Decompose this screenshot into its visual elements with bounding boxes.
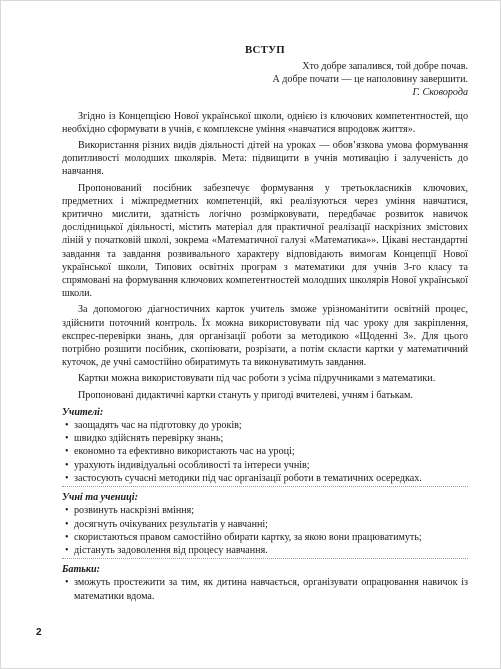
list-item: • швидко здійснять перевірку знань; xyxy=(62,432,468,445)
list-item: • заощадять час на підготовку до уроків; xyxy=(62,419,468,432)
epigraph-author: Г. Сковорода xyxy=(412,87,468,99)
paragraph: Картки можна використовувати під час роботи з усіма підручниками з математики. xyxy=(78,373,436,385)
paragraph: Згідно із Концепцією Нової української школи, однією із ключових компетентностей, що необхідно сформувати в учнів, є комплексне уміння «навчатися впродовж життя». xyxy=(62,110,468,135)
page-title: ВСТУП xyxy=(244,44,286,56)
list-item: • скористаються правом самостійно обирати картку, за якою вони працюватимуть; xyxy=(62,531,468,544)
document-body xyxy=(62,44,468,603)
divider xyxy=(62,558,468,559)
students-list xyxy=(62,504,468,557)
paragraph: За допомогою діагностичних карток учитель зможе урізноманітити освітній процес, здійснити поточний контроль. Їх можна використовувати під час уроку для закріплення, експрес-перевірки знань, для організації роботи за методикою «Щоденні 3». Для цього потрібно розшити посібник, скопіювати, розрізати, а потім скласти картки у математичний куточок, де учні самостійно обиратимуть та виконуватимуть завдання. xyxy=(62,304,468,369)
list-item: • застосують сучасні методики під час організації роботи в тематичних осередках. xyxy=(62,472,468,485)
teachers-list xyxy=(62,419,468,485)
list-item: • економно та ефективно використають час на уроці; xyxy=(62,445,468,458)
paragraph: Пропоновані дидактичні картки стануть у пригоді вчителеві, учням і батькам. xyxy=(78,389,413,401)
paragraph: Пропонований посібник забезпечує формування у третьокласників ключових, предметних і міжпредметних компетенцій, які реалізуються через уміння навчатися, критично мислити, здатність логічно розмірковувати, передбачає розвиток навичок дослідницької діяльності, містить матеріал для практичної реалізації наскрізних змістових ліній у початковій школі, зокрема «Математичної галузі «Математика»». Цікаві нестандартні завдання та завдання розвивального характеру відповідають вимогам Концепції Нової української школи, Типових освітніх програм з математики для учнів 3-го класу та спрямовані на формування ключових компетентностей молодших школярів Нової української школи. xyxy=(62,182,468,300)
group-heading-students: Учні та учениці: xyxy=(62,492,138,504)
epigraph-line: А добре почати — це наполовину завершити. xyxy=(272,74,468,86)
divider xyxy=(62,486,468,487)
parents-list xyxy=(62,576,468,602)
list-item: • зможуть простежити за тим, як дитина навчається, організувати опрацювання навичок із математики вдома. xyxy=(62,576,468,602)
list-item: • урахують індивідуальні особливості та інтереси учнів; xyxy=(62,459,468,472)
group-heading-teachers: Учителі: xyxy=(62,406,104,418)
list-item: • розвинуть наскрізні вміння; xyxy=(62,504,468,517)
page-number: 2 xyxy=(36,627,42,638)
list-item: • дістануть задоволення від процесу навчання. xyxy=(62,544,468,557)
group-heading-parents: Батьки: xyxy=(62,564,101,576)
paragraph: Використання різних видів діяльності дітей на уроках — обов’язкова умова формування допитливості молодших школярів. Мета: підвищити в учнів мотивацію і залученість до навчання. xyxy=(62,140,468,178)
epigraph xyxy=(62,60,468,100)
epigraph-line: Хто добре запалився, той добре почав. xyxy=(302,61,468,72)
list-item: • досягнуть очікуваних результатів у навчанні; xyxy=(62,518,468,531)
